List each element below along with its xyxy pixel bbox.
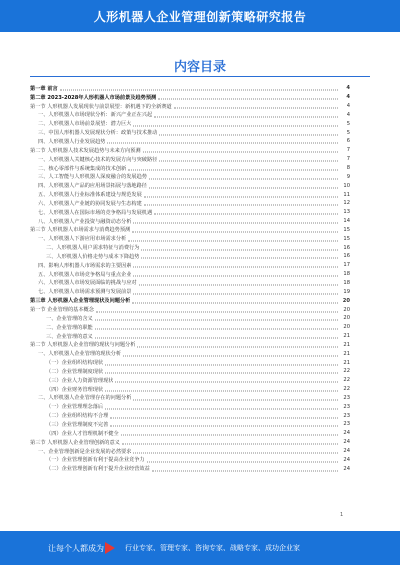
toc-page-number: 16	[343, 244, 350, 251]
toc-entry[interactable]	[30, 296, 350, 305]
toc-entry-text: 二、核心零部件与系统集成的技术创新	[38, 165, 127, 172]
arrow-icon	[105, 542, 115, 554]
page-title: 内容目录	[173, 60, 226, 75]
toc-entry-text: 二、人形机器人企业管理存在的问题分析	[38, 395, 132, 402]
toc-leader-dots	[141, 257, 338, 259]
toc-entry-text: （三）企业人力资源管理现状	[46, 377, 114, 384]
toc-entry[interactable]	[30, 172, 350, 181]
toc-entry[interactable]	[30, 234, 350, 243]
toc-entry[interactable]	[30, 84, 350, 93]
toc-leader-dots	[105, 390, 338, 392]
toc-leader-dots	[107, 142, 338, 144]
toc-page-number: 16	[343, 253, 350, 260]
toc-entry[interactable]	[30, 314, 350, 323]
toc-page-number: 24	[343, 439, 350, 446]
toc-entry[interactable]	[30, 305, 350, 314]
toc-leader-dots	[133, 292, 338, 294]
toc-leader-dots	[143, 151, 338, 153]
toc-leader-dots	[139, 283, 338, 285]
toc-entry[interactable]	[30, 252, 350, 261]
toc-entry-text: 一、企业管理的含义	[46, 315, 93, 322]
toc-page-number: 15	[343, 235, 350, 242]
toc-page-number: 21	[343, 350, 350, 357]
toc-entry[interactable]	[30, 243, 350, 252]
toc-leader-dots	[105, 372, 338, 374]
toc-page-number: 17	[343, 262, 350, 269]
toc-entry-text: 三、企业管理的意义	[46, 333, 93, 340]
toc-entry-text: 一、人形机器人下游应用市场需求分析	[38, 236, 127, 243]
toc-leader-dots	[159, 160, 338, 162]
toc-entry[interactable]	[30, 455, 350, 464]
toc-page-number: 23	[343, 412, 350, 419]
toc-entry[interactable]	[30, 119, 350, 128]
toc-entry[interactable]	[30, 199, 350, 208]
toc-entry-text: 四、人形机器人产品的应用场景拓展与落地路径	[38, 183, 147, 190]
toc-entry-text: （二）企业管理创新有利于提升企业经营效益	[46, 466, 150, 473]
toc-entry-text: 第二章 2023-2028年人形机器人市场前景及趋势预测	[30, 94, 157, 101]
toc-entry-text: 四、人形机器人行业发展趋势	[38, 138, 106, 145]
toc-leader-dots	[128, 239, 338, 241]
toc-entry-text: 第三节 人形机器人市场需求与消费趋势预测	[30, 227, 131, 234]
toc-entry[interactable]	[30, 464, 350, 473]
toc-entry-text: 四、影响人形机器人市场需求的主要因素	[38, 262, 132, 269]
toc-entry[interactable]	[30, 93, 350, 102]
toc-entry[interactable]	[30, 164, 350, 173]
toc-entry[interactable]	[30, 323, 350, 332]
toc-entry-text: （一）企业管理理念落后	[46, 404, 104, 411]
toc-entry[interactable]	[30, 411, 350, 420]
toc-leader-dots	[149, 186, 338, 188]
toc-page-number: 4	[346, 94, 350, 101]
toc-leader-dots	[105, 407, 338, 409]
toc-entry[interactable]	[30, 358, 350, 367]
toc-page-number: 21	[343, 359, 350, 366]
toc-page-number: 8	[346, 165, 350, 172]
toc-entry[interactable]	[30, 128, 350, 137]
toc-entry-text: 二、企业管理的职能	[46, 324, 93, 331]
toc-page-number: 20	[343, 324, 350, 331]
report-header	[0, 0, 400, 32]
toc-page-number: 23	[343, 403, 350, 410]
toc-leader-dots	[159, 133, 338, 135]
toc-leader-dots	[110, 416, 338, 418]
toc-leader-dots	[122, 443, 338, 445]
toc-entry-text: 一、人形机器人市场现状分析：新兴产业正在兴起	[38, 112, 153, 119]
toc-entry-text: 五、人形机器人行业标准体系建设与规范发展	[38, 192, 142, 199]
toc-page-number: 14	[343, 218, 350, 225]
toc-page-number: 13	[343, 209, 350, 216]
toc-entry-text: 第一节 人形机器人发展现状与前景展望：新机遇下的全新赛道	[30, 103, 172, 110]
toc-entry[interactable]	[30, 279, 350, 288]
toc-page-number: 19	[343, 288, 350, 295]
toc-page-number: 24	[343, 465, 350, 472]
toc-leader-dots	[96, 310, 338, 312]
report-footer	[0, 531, 400, 565]
toc-leader-dots	[152, 469, 338, 471]
toc-leader-dots	[132, 230, 338, 232]
toc-entry[interactable]	[30, 137, 350, 146]
toc-leader-dots	[95, 319, 338, 321]
toc-page-number: 7	[346, 156, 350, 163]
toc-entry-text: 第一章 前言	[30, 85, 58, 92]
toc-entry-text: 六、人形机器人市场发展面临的挑战与应对	[38, 280, 137, 287]
toc-entry[interactable]	[30, 438, 350, 447]
toc-entry-text: （四）企业财务管理现状	[46, 386, 104, 393]
toc-entry[interactable]	[30, 332, 350, 341]
toc-page-number: 6	[346, 138, 350, 145]
toc-entry-text: （一）企业管理创新有利于提高企业竞争力	[46, 457, 145, 464]
toc-leader-dots	[60, 89, 338, 91]
toc-leader-dots	[105, 363, 338, 365]
toc-leader-dots	[144, 195, 338, 197]
toc-entry[interactable]	[30, 287, 350, 296]
toc-leader-dots	[121, 434, 338, 436]
toc-entry[interactable]	[30, 367, 350, 376]
toc-leader-dots	[141, 248, 338, 250]
toc-entry[interactable]	[30, 340, 350, 349]
footer-roles: 行业专家、管理专家、咨询专家、战略专家、成功企业家	[125, 544, 300, 552]
toc-entry-text: 一、企业管理创新是企业发展的必然要求	[38, 448, 132, 455]
toc-entry[interactable]	[30, 402, 350, 411]
toc-page-number: 9	[346, 173, 350, 180]
toc-entry-text: 第三章 人形机器人企业管理现状及问题分析	[30, 298, 131, 305]
toc-page-number: 20	[342, 297, 350, 304]
toc-entry[interactable]	[30, 181, 350, 190]
toc-entry-text: 一、人形机器人企业管理的现状分析	[38, 351, 122, 358]
toc-page-number: 20	[343, 315, 350, 322]
toc-page-number: 20	[343, 306, 350, 313]
toc-page-number: 24	[343, 456, 350, 463]
toc-entry[interactable]	[30, 226, 350, 235]
toc-entry-text: 第二节 人形机器人技术发展趋势与未来方向预测	[30, 147, 141, 154]
toc-page-number: 18	[343, 271, 350, 278]
toc-page-number: 22	[343, 368, 350, 375]
page-number: 1	[340, 512, 344, 518]
toc-page-number: 24	[343, 448, 350, 455]
toc-entry[interactable]	[30, 420, 350, 429]
toc-page-number: 12	[343, 200, 350, 207]
toc-page-number: 18	[343, 279, 350, 286]
toc-entry-text: （一）企业组织结构现状	[46, 360, 104, 367]
toc-entry[interactable]	[30, 111, 350, 120]
report-title: 人形机器人企业管理创新策略研究报告	[93, 10, 307, 24]
toc-entry-text: 第二节 人形机器人企业管理的现状与问题分析	[30, 342, 136, 349]
toc-entry-text: （二）企业管理制度现状	[46, 368, 104, 375]
toc-page-number: 15	[343, 226, 350, 233]
toc-leader-dots	[144, 204, 338, 206]
toc-page-number: 7	[346, 147, 350, 154]
toc-entry-text: （四）企业人才管理机制不健全	[46, 430, 119, 437]
toc-entry-text: 七、人形机器人在国际市场的竞争格局与发展机遇	[38, 209, 153, 216]
toc-entry-text: 六、人形机器人产业链的协同发展与生态构建	[38, 200, 142, 207]
toc-leader-dots	[174, 107, 338, 109]
toc-entry-text: 一、人形机器人关键核心技术的发展方向与突破路径	[38, 156, 158, 163]
toc-page-number: 22	[343, 386, 350, 393]
toc-leader-dots	[128, 169, 338, 171]
toc-entry[interactable]	[30, 155, 350, 164]
toc-page-number: 11	[343, 191, 350, 198]
toc-entry-text: （二）企业组织结构不合理	[46, 413, 109, 420]
toc-page-number: 4	[346, 103, 350, 110]
footer-slogan: 让每个人都成为	[48, 544, 104, 553]
toc-page-number: 23	[343, 394, 350, 401]
title-divider	[30, 76, 370, 77]
toc-entry[interactable]	[30, 376, 350, 385]
toc-leader-dots	[132, 301, 338, 303]
toc-leader-dots	[158, 98, 338, 100]
toc-entry-text: （三）企业管理制度不完善	[46, 421, 109, 428]
toc-entry-text: 第一节 企业管理的基本概念	[30, 307, 94, 314]
toc-entry-text: 三、中国人形机器人发展现状分析：政策与技术推动	[38, 130, 158, 137]
toc-page-number: 22	[343, 377, 350, 384]
toc-leader-dots	[133, 266, 338, 268]
toc-entry-text: 第三节 人形机器人企业管理创新的意义	[30, 439, 120, 446]
toc-leader-dots	[133, 452, 338, 454]
toc-page-number: 4	[346, 85, 350, 92]
toc-leader-dots	[133, 222, 338, 224]
toc-page-number: 24	[343, 430, 350, 437]
toc-leader-dots	[147, 460, 338, 462]
toc-entry[interactable]	[30, 190, 350, 199]
toc-entry-text: 三、人工智能与人形机器人深度融合的发展趋势	[38, 174, 147, 181]
table-of-contents	[30, 84, 350, 473]
toc-entry[interactable]	[30, 394, 350, 403]
toc-entry[interactable]	[30, 270, 350, 279]
toc-entry[interactable]	[30, 146, 350, 155]
toc-leader-dots	[110, 425, 338, 427]
toc-entry[interactable]	[30, 217, 350, 226]
toc-entry[interactable]	[30, 447, 350, 456]
toc-entry[interactable]	[30, 102, 350, 111]
toc-leader-dots	[95, 328, 338, 330]
toc-page-number: 21	[343, 333, 350, 340]
toc-entry-text: 七、人形机器人市场需求预测与发展前景	[38, 289, 132, 296]
toc-page-number: 5	[346, 129, 350, 136]
toc-leader-dots	[133, 124, 338, 126]
toc-leader-dots	[154, 213, 338, 215]
toc-entry[interactable]	[30, 261, 350, 270]
toc-entry[interactable]	[30, 429, 350, 438]
toc-entry[interactable]	[30, 349, 350, 358]
toc-leader-dots	[133, 398, 338, 400]
toc-entry-text: 三、人形机器人价格走势与成本下降趋势	[46, 253, 140, 260]
toc-entry-text: 八、人形机器人产业投资与融资动态分析	[38, 218, 132, 225]
toc-leader-dots	[95, 337, 338, 339]
toc-entry[interactable]	[30, 208, 350, 217]
toc-leader-dots	[133, 275, 338, 277]
toc-leader-dots	[115, 381, 338, 383]
toc-entry-text: 五、人形机器人市场竞争格局与重点企业	[38, 271, 132, 278]
toc-page-number: 10	[343, 182, 350, 189]
toc-entry-text: 二、人形机器人用户需求特征与消费行为	[46, 245, 140, 252]
toc-leader-dots	[149, 177, 338, 179]
toc-leader-dots	[137, 345, 338, 347]
toc-page-number: 21	[343, 341, 350, 348]
toc-leader-dots	[123, 354, 338, 356]
toc-page-number: 23	[343, 421, 350, 428]
toc-leader-dots	[154, 115, 338, 117]
toc-entry[interactable]	[30, 385, 350, 394]
toc-page-number: 5	[346, 120, 350, 127]
toc-page-number: 4	[346, 111, 350, 118]
toc-entry-text: 二、人形机器人市场前景展望：潜力巨大	[38, 121, 132, 128]
